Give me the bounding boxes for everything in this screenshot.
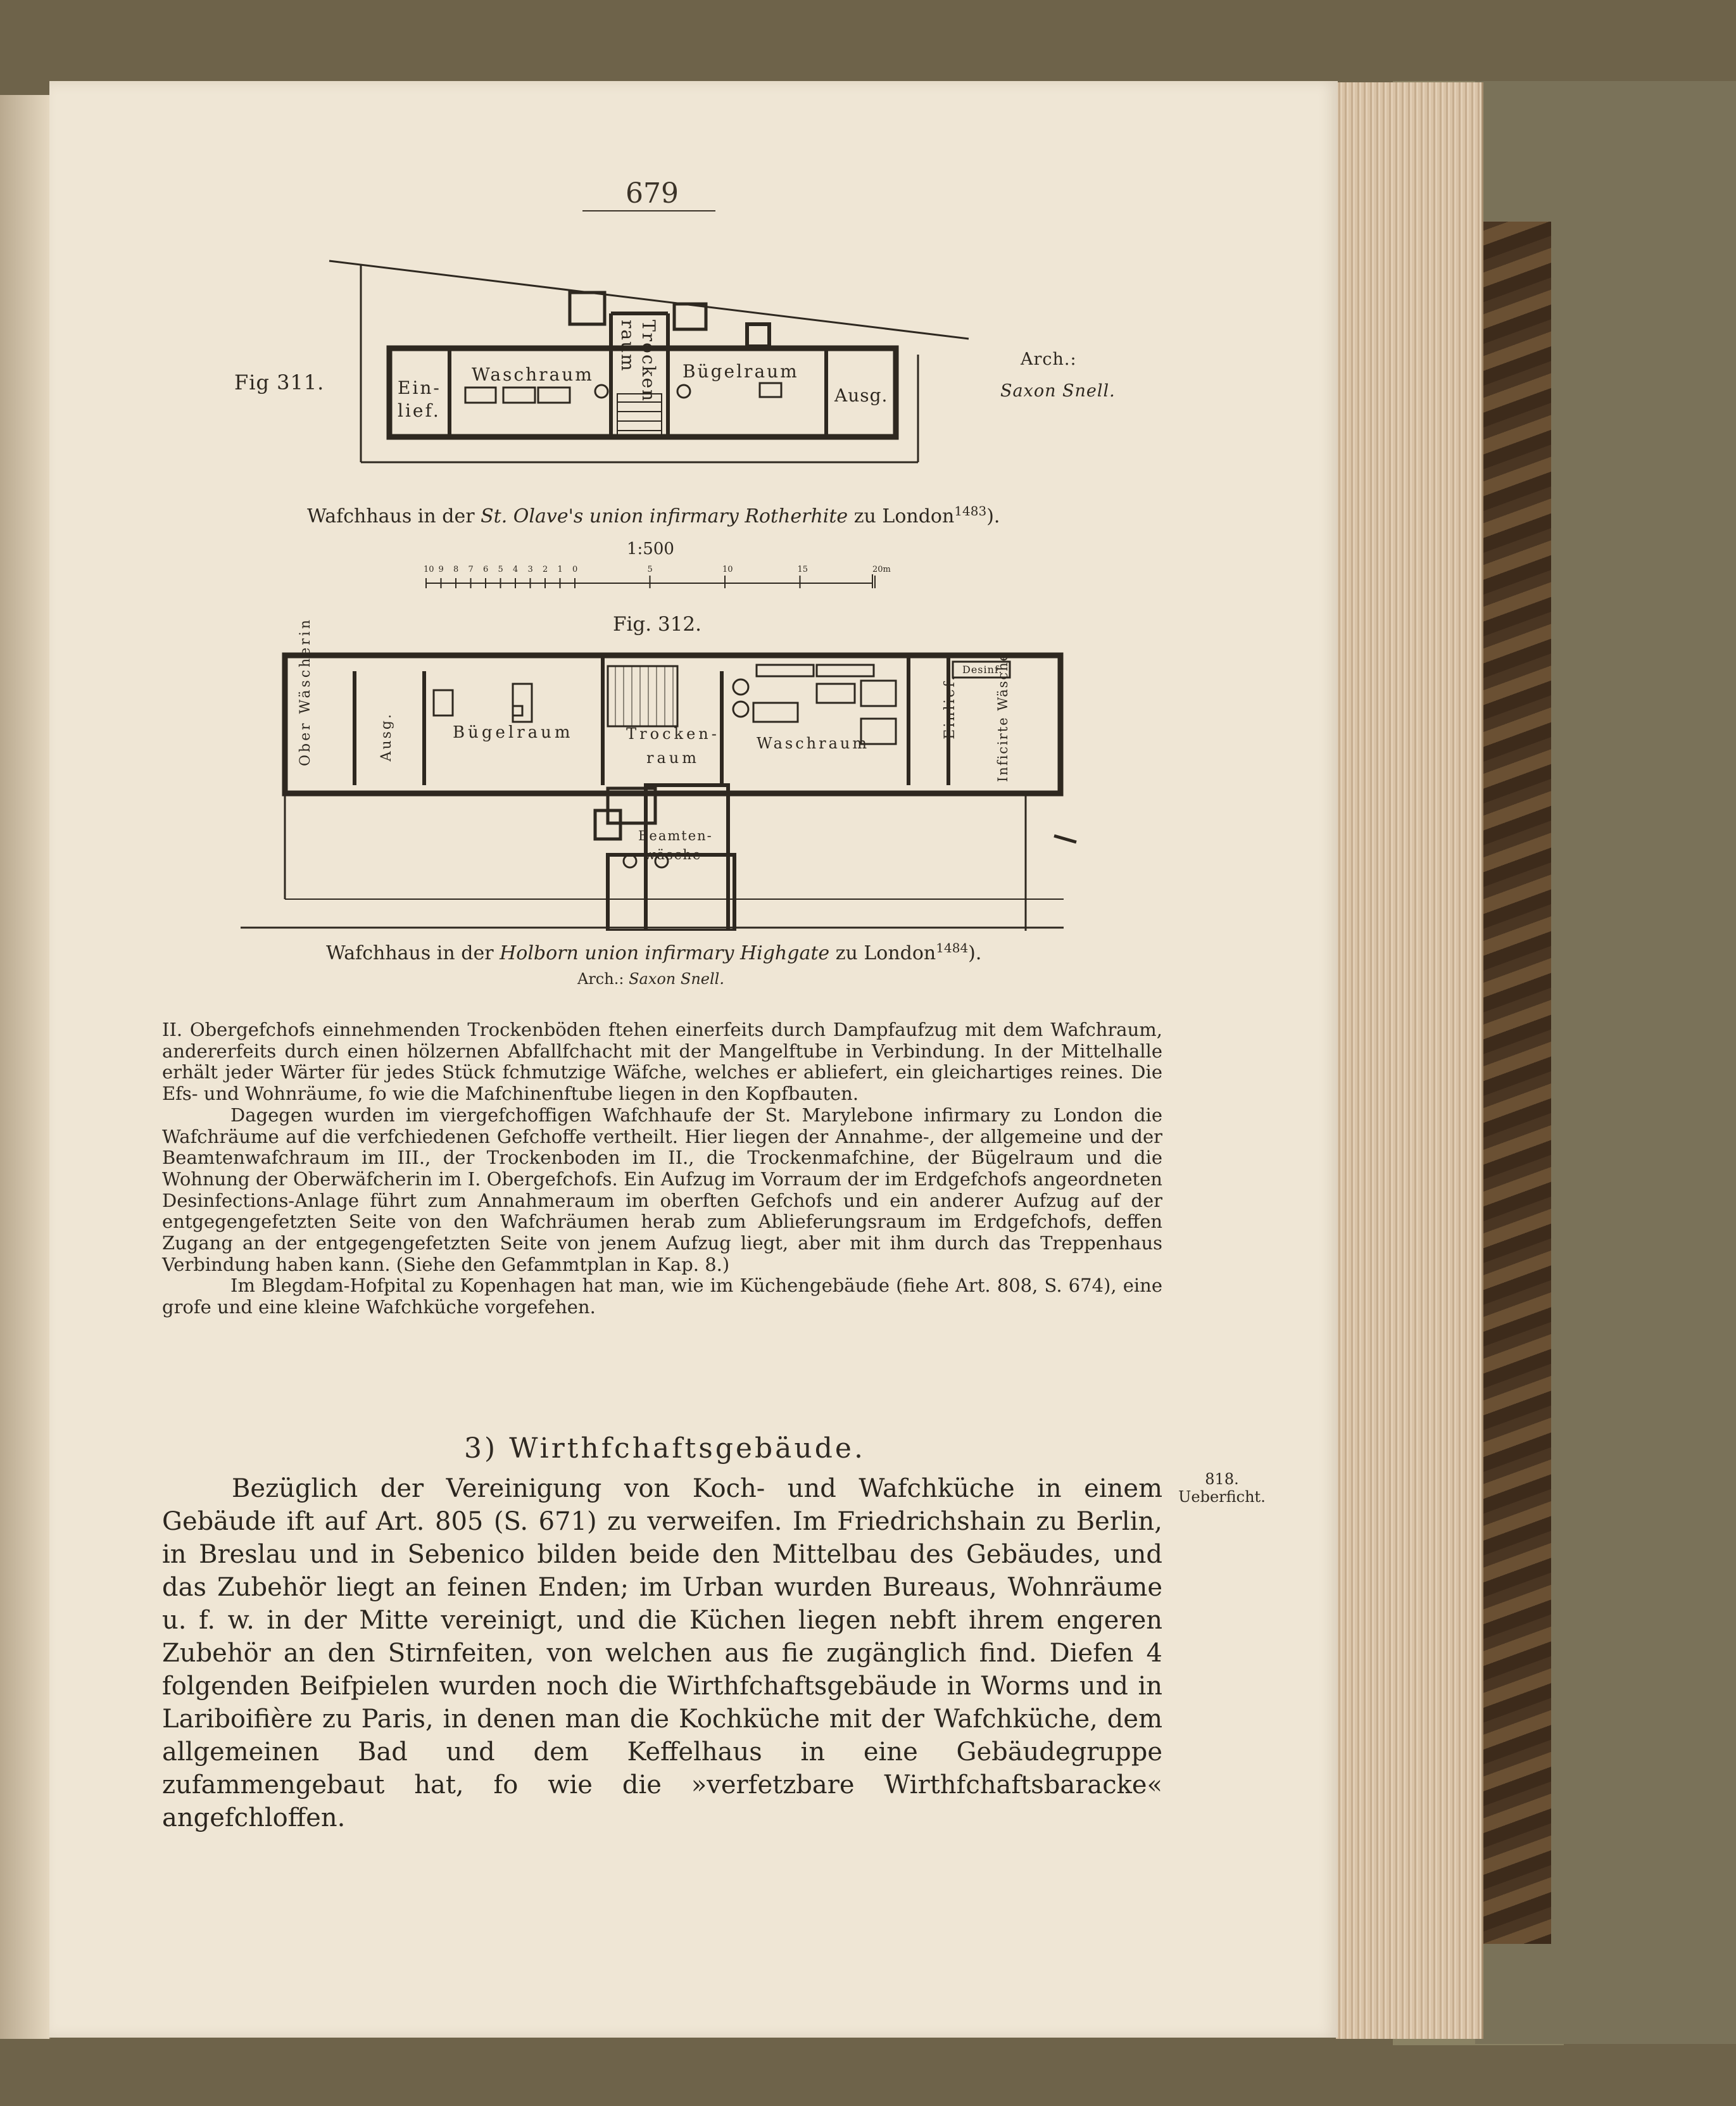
- scale-tick-label: 8: [453, 565, 459, 574]
- scale-tick-label: 10: [722, 565, 733, 574]
- scale-tick-label: 10: [424, 565, 434, 574]
- scale-tick-label: 15: [797, 565, 808, 574]
- fig311-caption-institution: St. Olave's union infirmary Rotherhite: [481, 505, 848, 527]
- fig312-room-waschraum: Waschraum: [757, 735, 870, 752]
- scale-tick-label: 2: [543, 565, 548, 574]
- page-stack: [1336, 82, 1483, 2039]
- fig311-room-buegelraum: Bügelraum: [682, 361, 799, 382]
- margin-note: [1171, 1470, 1273, 1506]
- fig312-caption-close: ).: [968, 942, 982, 964]
- scale-bar: [423, 560, 891, 592]
- fig312-footnote-ref: 1484: [936, 940, 969, 955]
- small-paragraph-2: Dagegen wurden im viergefchoffigen Wafchhaufe der St. Marylebone infirmary zu London die Wafchräume auf die verfchiedenen Gefchoffe vertheilt. Hier liegen der Annahme-, der allgemeine und der Beamtenwafchraum im III., der Trockenboden im II., die Trockenmafchine, der Bügelraum und die Wohnung der Oberwäfcherin im I. Obergefchofs. Ein Aufzug im Vorraum der im Erdgefchofs angeordneten Desinfections-Anlage führt zum Annahmeraum im oberften Gefchofs und ein anderer Aufzug auf der entgegengefetzten Seite von den Wafchräumen herab zum Ablieferungsraum im Erdgefchofs, deffen Zugang an der entgegengefetzten Seite von jenem Aufzug liegt, aber mit ihm durch das Treppenhaus Verbindung haben kann. (Siehe den Gefammtplan in Kap. 8.): [162, 1104, 1162, 1275]
- fig311-room-trockenraum: Trocken raum: [617, 320, 659, 403]
- scale-tick-label: 7: [468, 565, 474, 574]
- scale-tick-label: 20m: [872, 565, 891, 574]
- left-page-edge: [0, 95, 51, 2039]
- fig311-arch-label: Arch.:: [1021, 350, 1077, 369]
- fig312-room-ober-waescherin: Ober Wäscherin: [298, 617, 313, 766]
- fig311-caption-close: ).: [986, 505, 1000, 527]
- fig311-architect: Saxon Snell.: [1000, 381, 1116, 401]
- scale-tick-label: 0: [572, 565, 578, 574]
- fig312-room-trockenraum: Trocken-raum: [626, 725, 720, 767]
- fig312-room-ausg: Ausg.: [379, 712, 394, 762]
- fig312-room-desinf: Desinf.: [962, 664, 1003, 676]
- small-paragraph-3: Im Blegdam-Hofpital zu Kopenhagen hat man, wie im Küchengebäude (fiehe Art. 808, S. 674), eine grofe und eine kleine Wafchküche vorgefehen.: [162, 1275, 1162, 1318]
- small-paragraph-1: II. Obergefchofs einnehmenden Trockenböden ftehen einerfeits durch Dampfaufzug mit dem Wafchraum, andererfeits durch einen hölzernen Abfallfchacht mit der Mangelftube in Verbindung. In der Mittelhalle erhält jeder Wärter für jedes Stück fchmutzige Wäfche, welches er abliefert, ein gleichartiges reines. Die Efs- und Wohnräume, fo wie die Mafchinenftube liegen in den Kopfbauten.: [162, 1019, 1162, 1105]
- scale-tick-label: 6: [483, 565, 489, 574]
- book-spine: [1475, 222, 1551, 1944]
- fig312-room-buegelraum: Bügelraum: [453, 723, 574, 742]
- fig311-scale-label: 1:500: [627, 539, 674, 558]
- body-paragraph: Bezüglich der Vereinigung von Koch- und Wafchküche in einem Gebäude ift auf Art. 805 (S. 671) zu verweifen. Im Friedrichshain zu Berlin, in Breslau und in Sebenico bilden beide den Mittelbau des Gebäudes, und das Zubehör liegt an feinen Enden; im Urban wurden Bureaus, Wohnräume u. f. w. in der Mitte vereinigt, und die Küchen liegen nebft ihrem engeren Zubehör an den Stirnfeiten, von welchen aus fie zugänglich find. Diefen 4 folgenden Beifpielen wurden noch die Wirthfchaftsgebäude in Worms und in Lariboifière zu Paris, in denen man die Kochküche mit der Wafchküche, dem allgemeinen Bad und dem Keffelhaus in eine Gebäudegruppe zufammengebaut hat, fo wie die »verfetzbare Wirthfchaftsbaracke« angefchloffen.: [162, 1474, 1162, 1832]
- fig311-caption-post: zu London: [853, 505, 955, 527]
- fig312-architect: Saxon Snell.: [629, 970, 724, 988]
- fig312-caption-pre: Wafchhaus in der: [326, 942, 494, 964]
- page-number: 679: [626, 177, 679, 210]
- section-heading: 3) Wirthfchaftsgebäude.: [464, 1432, 865, 1465]
- fig311-room-waschraum: Waschraum: [472, 364, 594, 385]
- margin-note-number: 818.: [1205, 1470, 1239, 1488]
- fig312-arch-line: [577, 970, 724, 988]
- margin-note-label: Ueberficht.: [1178, 1488, 1266, 1506]
- fig311-label: Fig 311.: [234, 370, 325, 394]
- scale-tick-label: 4: [513, 565, 519, 574]
- fig312-arch-label: Arch.:: [577, 970, 624, 988]
- fig312-label: Fig. 312.: [613, 613, 701, 636]
- fig311-room-ausg: Ausg.: [834, 385, 888, 406]
- fig311-footnote-ref: 1483: [954, 503, 987, 519]
- fig312-room-beamtenwaesche: Beamten-wäsche: [638, 828, 713, 862]
- scale-tick-label: 9: [438, 565, 444, 574]
- fig311-room-einlief: Ein-lief.: [398, 377, 441, 421]
- fig312-room-einlief: Einlief.: [942, 674, 958, 740]
- body-text-block: [162, 1472, 1162, 1834]
- scale-tick-label: 5: [647, 565, 653, 574]
- scale-tick-label: 5: [498, 565, 503, 574]
- small-text-block: [162, 1019, 1162, 1318]
- fig312-caption: [326, 940, 981, 964]
- fig312-room-inficirte-waesche: Inficirte Wäsche: [995, 652, 1010, 782]
- fig311-caption: [307, 503, 1000, 527]
- scale-tick-label: 3: [527, 565, 533, 574]
- fig312-caption-post: zu London: [835, 942, 936, 964]
- scale-tick-label: 1: [557, 565, 563, 574]
- fig311-caption-pre: Wafchhaus in der: [307, 505, 475, 527]
- fig312-caption-institution: Holborn union infirmary Highgate: [500, 942, 830, 964]
- page-number-rule: [582, 210, 715, 211]
